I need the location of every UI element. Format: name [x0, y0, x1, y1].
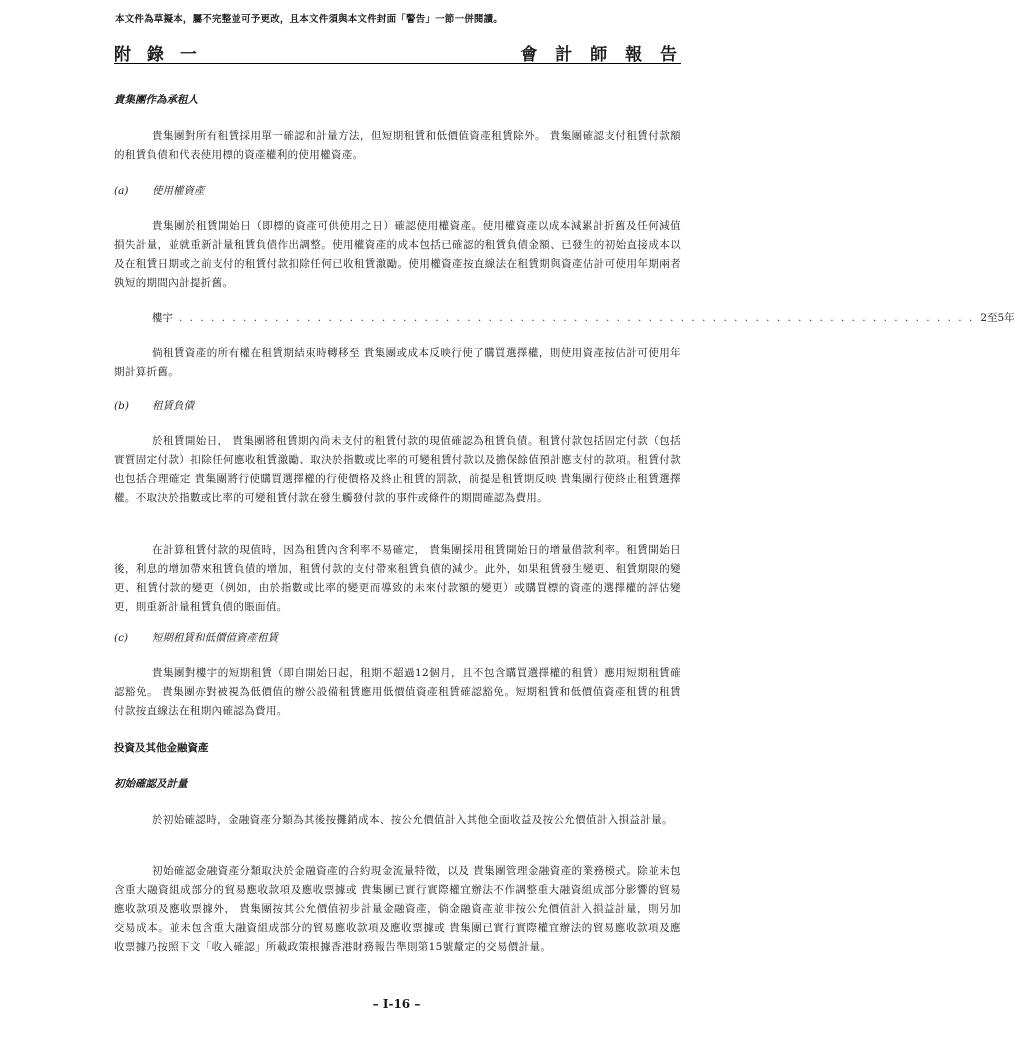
draft-warning-banner: 本文件為草擬本，屬不完整並可予更改，且本文件須與本文件封面「警告」一節一併閱讀。	[115, 14, 504, 25]
subheading-b-title: 租賃負債	[152, 400, 194, 412]
subheading-a-title: 使用權資產	[152, 185, 205, 197]
lease-liabilities-paragraph-2: 在計算租賃付款的現值時，因為租賃內含利率不易確定， 貴集團採用租賃開始日的增量借款利率。租賃開始日後，利息的增加帶來租賃負債的增加，租賃付款的支付帶來租賃負債的減少。此外，如果租賃發生變更、租賃期限的變更、租賃付款的變更（例如，由於指數或比率的變更而導致的未來付款額的變更）或購買標的資產的選擇權的評估變更，則重新計量租賃負債的賬面值。	[114, 544, 681, 613]
subheading-short-term-leases	[114, 629, 681, 648]
subheading-right-of-use	[114, 182, 681, 201]
lessee-intro-paragraph: 貴集團對所有租賃採用單一確認和計量方法，但短期租賃和低價值資產租賃除外。 貴集團確認支付租賃付款額的租賃負債和代表使用標的資產權利的使用權資產。	[114, 130, 681, 161]
subheading-b-label: (b)	[114, 400, 129, 412]
appendix-label: 附 錄 一	[114, 45, 202, 65]
initial-recognition-paragraph-2: 初始確認金融資產分類取決於金融資產的合約現金流量特徵，以及 貴集團管理金融資產的業務模式。除並未包含重大融資組成部分的貿易應收款項及應收票據或 貴集團已實行實際權宜辦法不作調整重大融資組成部分影響的貿易應收款項及應收票據外， 貴集團按其公允價值初步計量金融資產，倘金融資產並非按公允價值計入損益計量，則另加交易成本。並未包含重大融資組成部分的貿易應收款項及應收票據或 貴集團已實行實際權宜辦法的貿易應收款項及應收票據乃按照下文「收入確認」所載政策根據香港財務報告準則第15號釐定的交易價計量。	[114, 865, 681, 953]
leader-dots: . . . . . . . . . . . . . . . . . . . . . . . . . . . . . . . . . . . . . . . . . . . . . . . . . . . . . . . . . . . . . . . . . . . . . . . . . . .	[179, 312, 975, 324]
short-term-leases-paragraph: 貴集團對樓宇的短期租賃（即自開始日起，租期不超過12個月，且不包含購買選擇權的租賃）應用短期租賃確認豁免。 貴集團亦對被視為低價值的辦公設備租賃應用低價值資產租賃確認豁免。短期租賃和低價值資產租賃的租賃付款按直線法在租期內確認為費用。	[114, 667, 681, 717]
subheading-lease-liabilities	[114, 397, 681, 416]
section-heading-lessee: 貴集團作為承租人	[114, 94, 198, 106]
ownership-transfer-paragraph: 倘租賃資產的所有權在租賃期結束時轉移至 貴集團或成本反映行使了購買選擇權，則使用資產按估計可使用年期計算折舊。	[114, 347, 681, 378]
useful-life-label: 樓宇	[152, 312, 173, 324]
lease-liabilities-paragraph-1: 於租賃開始日， 貴集團將租賃期內尚未支付的租賃付款的現值確認為租賃負債。租賃付款包括固定付款（包括實質固定付款）扣除任何應收租賃激勵、取決於指數或比率的可變租賃付款以及擔保餘值預計應支付的款項。租賃付款也包括合理確定 貴集團將行使購買選擇權的行使價格及終止租賃的罰款，前提是租賃期反映 貴集團行使終止租賃選擇權。不取決於指數或比率的可變租賃付款在發生觸發付款的事件或條件的期間確認為費用。	[114, 435, 681, 504]
subheading-a-label: (a)	[114, 185, 129, 197]
page-number: – I-16 –	[372, 997, 421, 1011]
header-divider	[114, 63, 681, 64]
report-title: 會 計 師 報 告	[520, 45, 683, 65]
initial-recognition-paragraph-1: 於初始確認時，金融資產分類為其後按攤銷成本、按公允價值計入其他全面收益及按公允價值計入損益計量。	[152, 814, 673, 826]
useful-life-row	[152, 309, 1015, 328]
subheading-c-label: (c)	[114, 632, 129, 644]
subheading-c-title: 短期租賃和低價值資產租賃	[152, 632, 278, 644]
useful-life-value: 2至5年	[980, 312, 1015, 324]
section-heading-investments: 投資及其他金融資產	[114, 742, 209, 754]
subheading-initial-recognition: 初始確認及計量	[114, 778, 188, 790]
right-of-use-paragraph: 貴集團於租賃開始日（即標的資產可供使用之日）確認使用權資產。使用權資產以成本減累計折舊及任何減值損失計量，並就重新計量租賃負債作出調整。使用權資產的成本包括已確認的租賃負債金額、已發生的初始直接成本以及在租賃日期或之前支付的租賃付款扣除任何已收租賃激勵。使用權資產按直線法在租賃期與資產估計可使用年期兩者孰短的期間內計提折舊。	[114, 220, 681, 289]
